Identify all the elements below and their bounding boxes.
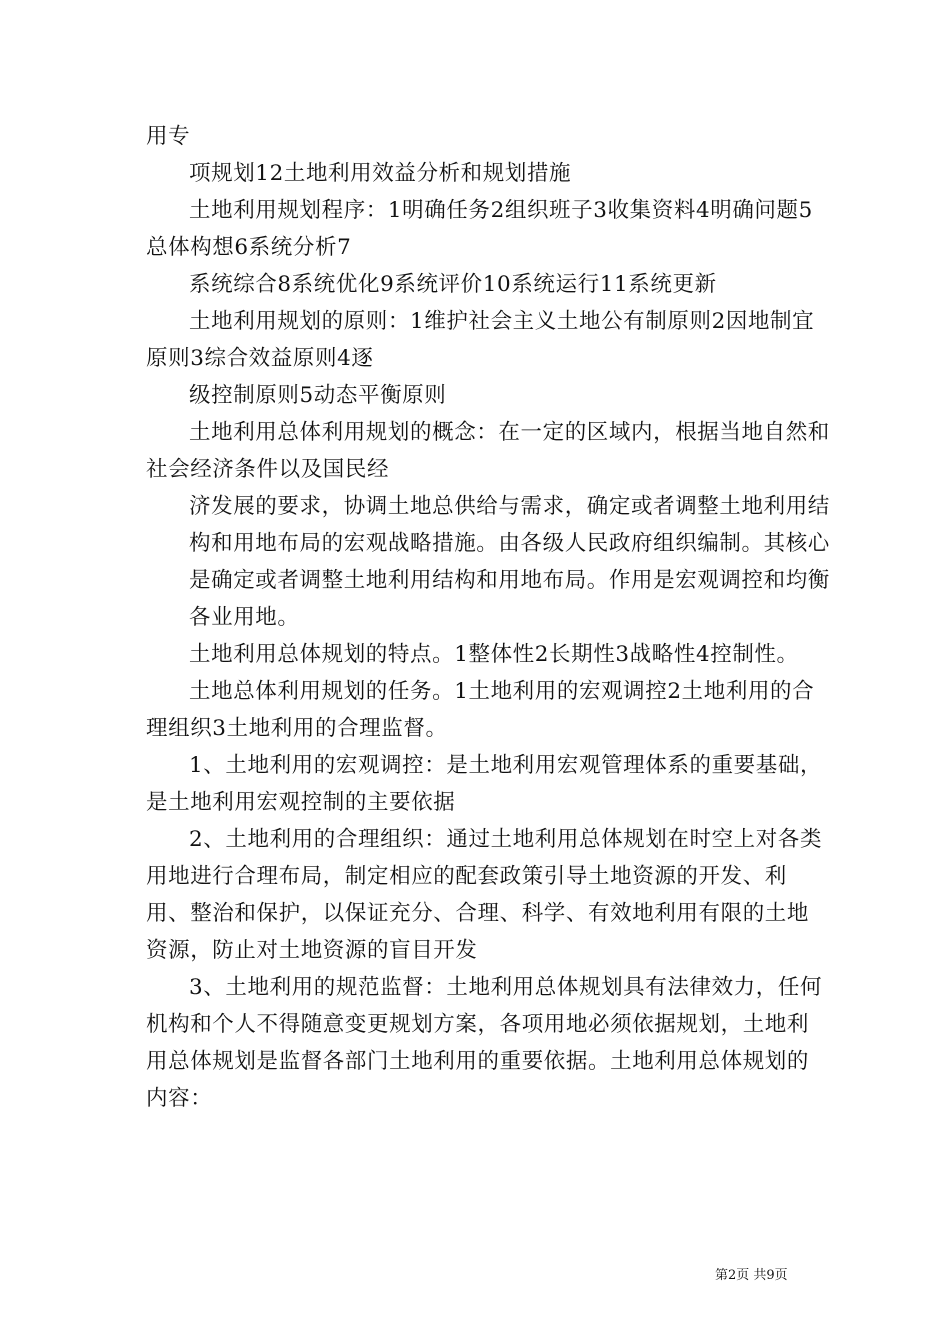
- document-body: [0, 118, 950, 1117]
- paragraph: 用专: [146, 124, 191, 149]
- paragraph: 土地总体利用规划的任务。1土地利用的宏观调控2土地利用的合理组织3土地利用的合理监督。: [146, 679, 815, 741]
- paragraph: 土地利用总体规划的特点。1整体性2长期性3战略性4控制性。: [189, 642, 799, 667]
- paragraph: 构和用地布局的宏观战略措施。由各级人民政府组织编制。其核心: [189, 531, 830, 556]
- paragraph: 3、土地利用的规范监督：土地利用总体规划具有法律效力，任何机构和个人不得随意变更规划方案，各项用地必须依据规划，土地利用总体规划是监督各部门土地利用的重要依据。土地利用总体规划的内容：: [146, 975, 823, 1111]
- paragraph: 土地利用规划程序：1明确任务2组织班子3收集资料4明确问题5总体构想6系统分析7: [146, 198, 813, 260]
- paragraph: 2、土地利用的合理组织：通过土地利用总体规划在时空上对各类用地进行合理布局，制定相应的配套政策引导土地资源的开发、利用、整治和保护，以保证充分、合理、科学、有效地利用有限的土地资源，防止对土地资源的盲目开发: [146, 827, 823, 963]
- paragraph: 系统综合8系统优化9系统评价10系统运行11系统更新: [189, 272, 717, 297]
- paragraph: 土地利用总体利用规划的概念：在一定的区域内，根据当地自然和社会经济条件以及国民经: [146, 420, 830, 482]
- paragraph: 项规划12土地利用效益分析和规划措施: [189, 161, 572, 186]
- page-number: 第2页 共9页: [715, 1268, 788, 1283]
- paragraph: 各业用地。: [189, 605, 300, 630]
- paragraph: 土地利用规划的原则：1维护社会主义土地公有制原则2因地制宜原则3综合效益原则4逐: [146, 309, 815, 371]
- paragraph: 是确定或者调整土地利用结构和用地布局。作用是宏观调控和均衡: [189, 568, 830, 593]
- paragraph: 级控制原则5动态平衡原则: [189, 383, 447, 408]
- paragraph: 1、土地利用的宏观调控：是土地利用宏观管理体系的重要基础，是土地利用宏观控制的主要依据: [146, 753, 823, 815]
- paragraph: 济发展的要求，协调土地总供给与需求，确定或者调整土地利用结: [189, 494, 830, 519]
